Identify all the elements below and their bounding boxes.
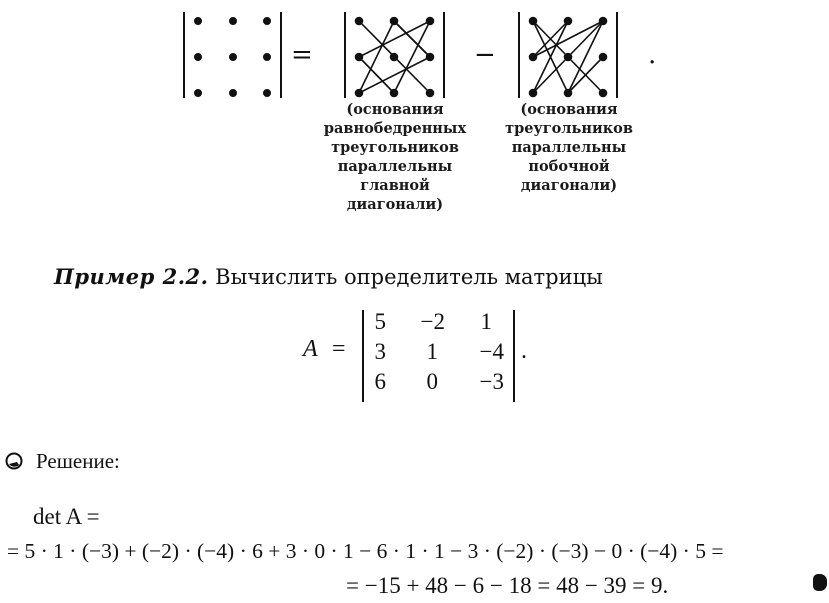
matrix-cell: 6 — [374, 369, 386, 394]
caption-line: побочной — [528, 158, 610, 175]
example-label: Пример 2.2. — [54, 264, 209, 289]
diagram-equals: = — [291, 40, 313, 70]
example-heading — [54, 264, 603, 289]
diagram-minus: − — [474, 40, 496, 70]
caption-main-diagonal — [310, 100, 480, 214]
matrix-cell: −3 — [479, 369, 504, 394]
matrix-cell: 3 — [374, 339, 386, 364]
matrix-name: A — [303, 336, 318, 362]
open-circle-solution-icon — [5, 452, 23, 470]
example-text: Вычислить определитель матрицы — [215, 265, 603, 289]
caption-line: параллельны — [337, 158, 453, 175]
matrix-cell: 1 — [480, 309, 492, 334]
matrix-cell: −2 — [420, 309, 445, 334]
sarrus-diagram — [0, 0, 829, 110]
dots-matrix-icon — [184, 12, 281, 98]
caption-line: треугольников — [331, 139, 459, 156]
main-diagonal-triangles-icon — [345, 12, 444, 98]
caption-line: главной — [360, 177, 430, 194]
caption-line: (основания — [346, 101, 444, 118]
caption-line: диагонали) — [346, 196, 444, 213]
caption-secondary-diagonal — [494, 100, 644, 195]
matrix-cell: 0 — [426, 369, 438, 394]
caption-line: (основания — [520, 101, 618, 118]
matrix-cell: −4 — [479, 339, 504, 364]
matrix-equals: = — [332, 336, 346, 362]
solution-line-2: = 5 · 1 · (−3) + (−2) · (−4) · 6 + 3 · 0 · 1 − 6 · 1 · 1 − 3 · (−2) · (−3) − 0 · (−4) · 5 = — [7, 539, 724, 563]
end-of-proof-icon — [813, 574, 827, 591]
caption-line: равнобедренных — [323, 120, 467, 137]
solution-line-3: = −15 + 48 − 6 − 18 = 48 − 39 = 9. — [346, 573, 669, 598]
caption-line: параллельны — [511, 139, 627, 156]
matrix-cell: 5 — [374, 309, 386, 334]
solution-line-1: det A = — [33, 504, 100, 529]
matrix-trailing-period: . — [521, 338, 527, 364]
solution-label: Решение: — [36, 449, 120, 473]
caption-line: треугольников — [505, 120, 633, 137]
matrix-cell: 1 — [426, 339, 438, 364]
caption-line: диагонали) — [520, 177, 618, 194]
diagram-period: . — [648, 40, 657, 70]
matrix-right-bar — [513, 310, 515, 402]
secondary-diagonal-triangles-icon — [519, 12, 617, 98]
